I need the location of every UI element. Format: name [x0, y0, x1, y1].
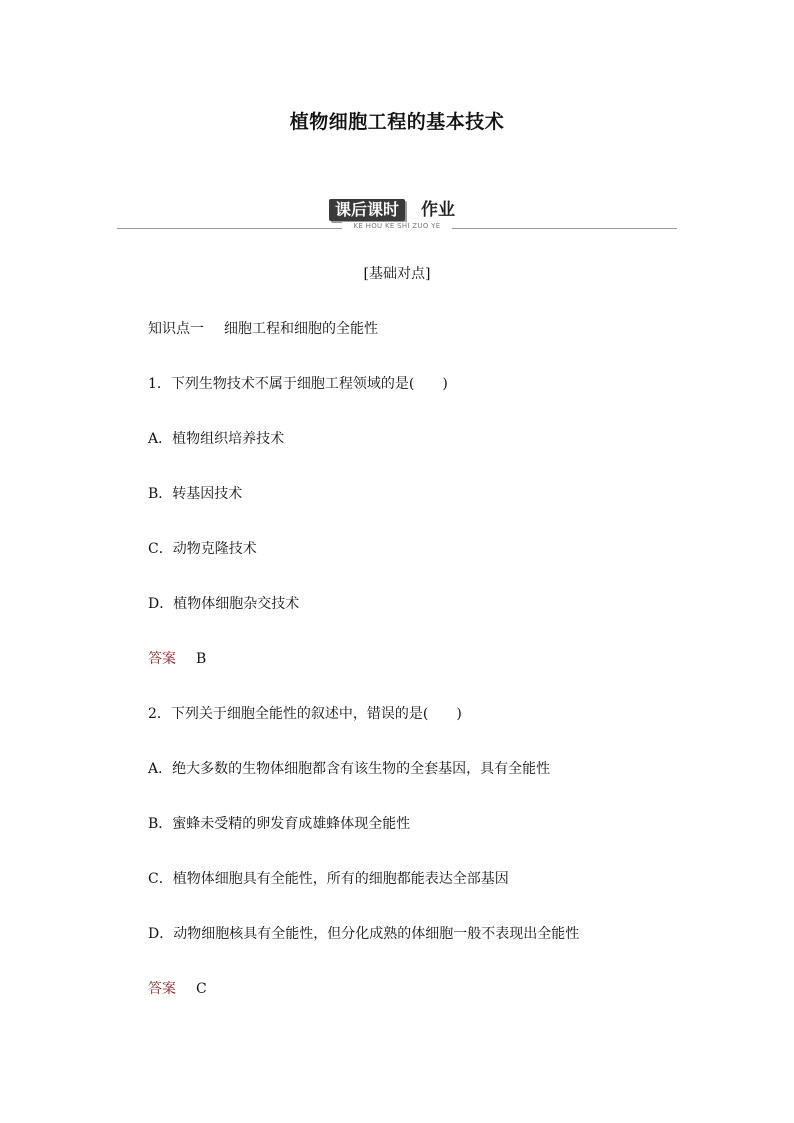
option-d: D．动物细胞核具有全能性，但分化成熟的体细胞一般不表现出全能性 — [148, 926, 580, 942]
question-stem: 1．下列生物技术不属于细胞工程领域的是( ) — [148, 376, 448, 392]
option-b: B．蜜蜂未受精的卵发育成雄蜂体现全能性 — [148, 816, 411, 832]
option-a: A．植物组织培养技术 — [148, 431, 285, 447]
answer-value: C — [196, 981, 207, 997]
option-c: C．动物克隆技术 — [148, 541, 257, 557]
answer-value: B — [196, 651, 207, 667]
page-title: 植物细胞工程的基本技术 — [289, 111, 505, 133]
option-c: C．植物体细胞具有全能性，所有的细胞都能表达全部基因 — [148, 871, 509, 887]
question-stem: 2．下列关于细胞全能性的叙述中，错误的是( ) — [148, 706, 462, 722]
knowledge-point — [148, 320, 378, 338]
answer-label: 答案 — [148, 651, 176, 667]
banner-label-box: 课后课时 — [329, 199, 405, 221]
option-a: A．绝大多数的生物体细胞都含有该生物的全套基因，具有全能性 — [148, 761, 551, 777]
option-b: B．转基因技术 — [148, 486, 243, 502]
banner-label-suffix: 作业 — [421, 200, 455, 220]
knowledge-point-text: 细胞工程和细胞的全能性 — [224, 321, 378, 337]
homework-banner — [0, 197, 794, 237]
banner-subtitle: KE HOU KE SHI ZUO YE — [342, 222, 452, 230]
banner-rule-right — [452, 228, 677, 229]
section-heading: [基础对点] — [363, 266, 431, 282]
answer-line — [148, 980, 207, 998]
banner-rule-left — [117, 228, 342, 229]
option-d: D．植物体细胞杂交技术 — [148, 596, 300, 612]
knowledge-point-label: 知识点一 — [148, 321, 204, 337]
answer-line — [148, 650, 206, 668]
answer-label: 答案 — [148, 981, 176, 997]
